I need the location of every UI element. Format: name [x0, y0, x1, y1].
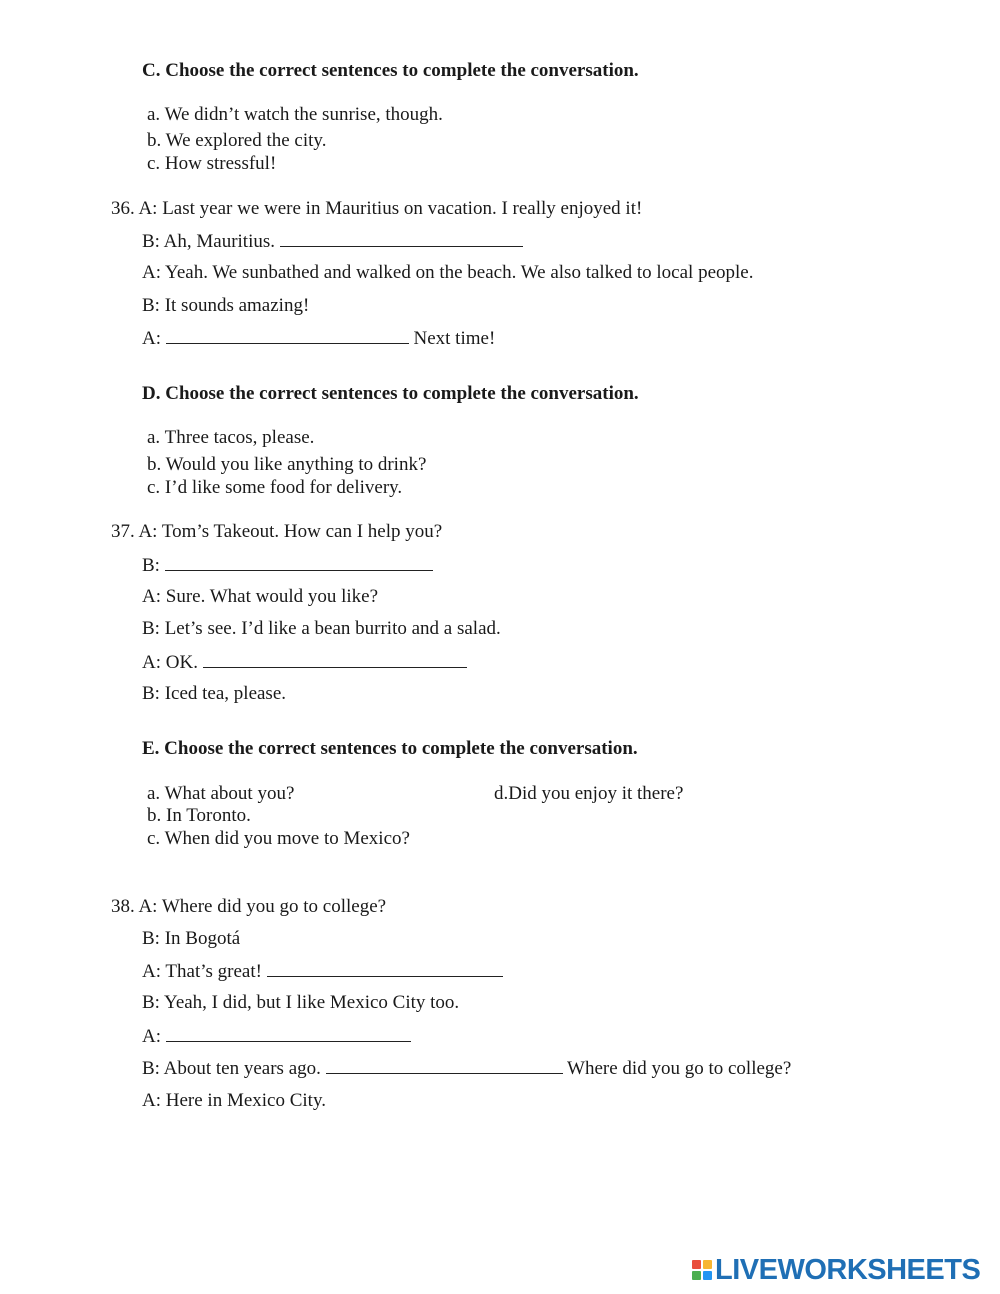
logo-block-2 [703, 1260, 712, 1269]
q36-line-2-text: B: Ah, Mauritius. [142, 231, 280, 252]
q38-blank-2[interactable] [166, 1025, 411, 1042]
q37-line-3: A: Sure. What would you like? [142, 586, 379, 607]
q38-blank-1[interactable] [267, 960, 503, 977]
q36-line-5 [142, 327, 495, 350]
section-c-option-c: c. How stressful! [147, 153, 277, 174]
q36-line-5-prefix: A: [142, 328, 166, 349]
q36-blank-2[interactable] [166, 327, 409, 344]
q38-line-2: B: In Bogotá [142, 928, 241, 949]
q38-line-5 [142, 1025, 411, 1048]
q37-line-6: B: Iced tea, please. [142, 683, 287, 704]
section-e-option-a: a. What about you? [147, 783, 295, 804]
q36-blank-1[interactable] [280, 230, 523, 247]
q37-line-2-prefix: B: [142, 555, 165, 576]
q38-line-4: B: Yeah, I did, but I like Mexico City too. [142, 992, 460, 1013]
q37-line-2 [142, 554, 433, 577]
q37-line-4: B: Let’s see. I’d like a bean burrito and a salad. [142, 618, 501, 639]
section-d-title: D. Choose the correct sentences to complete the conversation. [142, 383, 639, 404]
q38-line-1: 38. A: Where did you go to college? [111, 896, 387, 917]
section-e-option-d: d.Did you enjoy it there? [494, 783, 684, 804]
q37-line-5-prefix: A: OK. [142, 652, 203, 673]
logo-block-3 [692, 1271, 701, 1280]
section-d-option-c: c. I’d like some food for delivery. [147, 477, 403, 498]
q38-line-6 [142, 1057, 791, 1080]
section-e-title: E. Choose the correct sentences to complete the conversation. [142, 738, 638, 759]
q38-line-6-prefix: B: About ten years ago. [142, 1058, 326, 1079]
section-e-option-c: c. When did you move to Mexico? [147, 828, 410, 849]
q37-blank-2[interactable] [203, 651, 467, 668]
section-e-option-b: b. In Toronto. [147, 805, 251, 826]
q37-line-1: 37. A: Tom’s Takeout. How can I help you? [111, 521, 443, 542]
q37-line-5 [142, 651, 467, 674]
section-c-option-a: a. We didn’t watch the sunrise, though. [147, 104, 443, 125]
q38-line-3-prefix: A: That’s great! [142, 961, 267, 982]
q38-line-5-prefix: A: [142, 1026, 166, 1047]
q38-line-6-suffix: Where did you go to college? [562, 1058, 792, 1079]
q36-line-1: 36. A: Last year we were in Mauritius on vacation. I really enjoyed it! [111, 198, 643, 219]
logo-block-4 [703, 1271, 712, 1280]
section-d-option-a: a. Three tacos, please. [147, 427, 315, 448]
section-c-option-b: b. We explored the city. [147, 130, 327, 151]
logo-text: LIVEWORKSHEETS [715, 1253, 981, 1286]
section-d-option-b: b. Would you like anything to drink? [147, 454, 427, 475]
q38-blank-3[interactable] [326, 1057, 563, 1074]
liveworksheets-logo [692, 1254, 980, 1286]
logo-blocks-icon [692, 1260, 712, 1280]
q36-line-2 [142, 230, 523, 253]
q37-blank-1[interactable] [165, 554, 433, 571]
q36-line-5-suffix: Next time! [408, 328, 496, 349]
q36-line-4: B: It sounds amazing! [142, 295, 310, 316]
q36-line-3: A: Yeah. We sunbathed and walked on the beach. We also talked to local people. [142, 262, 754, 283]
q38-line-7: A: Here in Mexico City. [142, 1090, 326, 1111]
section-c-title: C. Choose the correct sentences to complete the conversation. [142, 60, 639, 81]
logo-block-1 [692, 1260, 701, 1269]
q38-line-3 [142, 960, 503, 983]
